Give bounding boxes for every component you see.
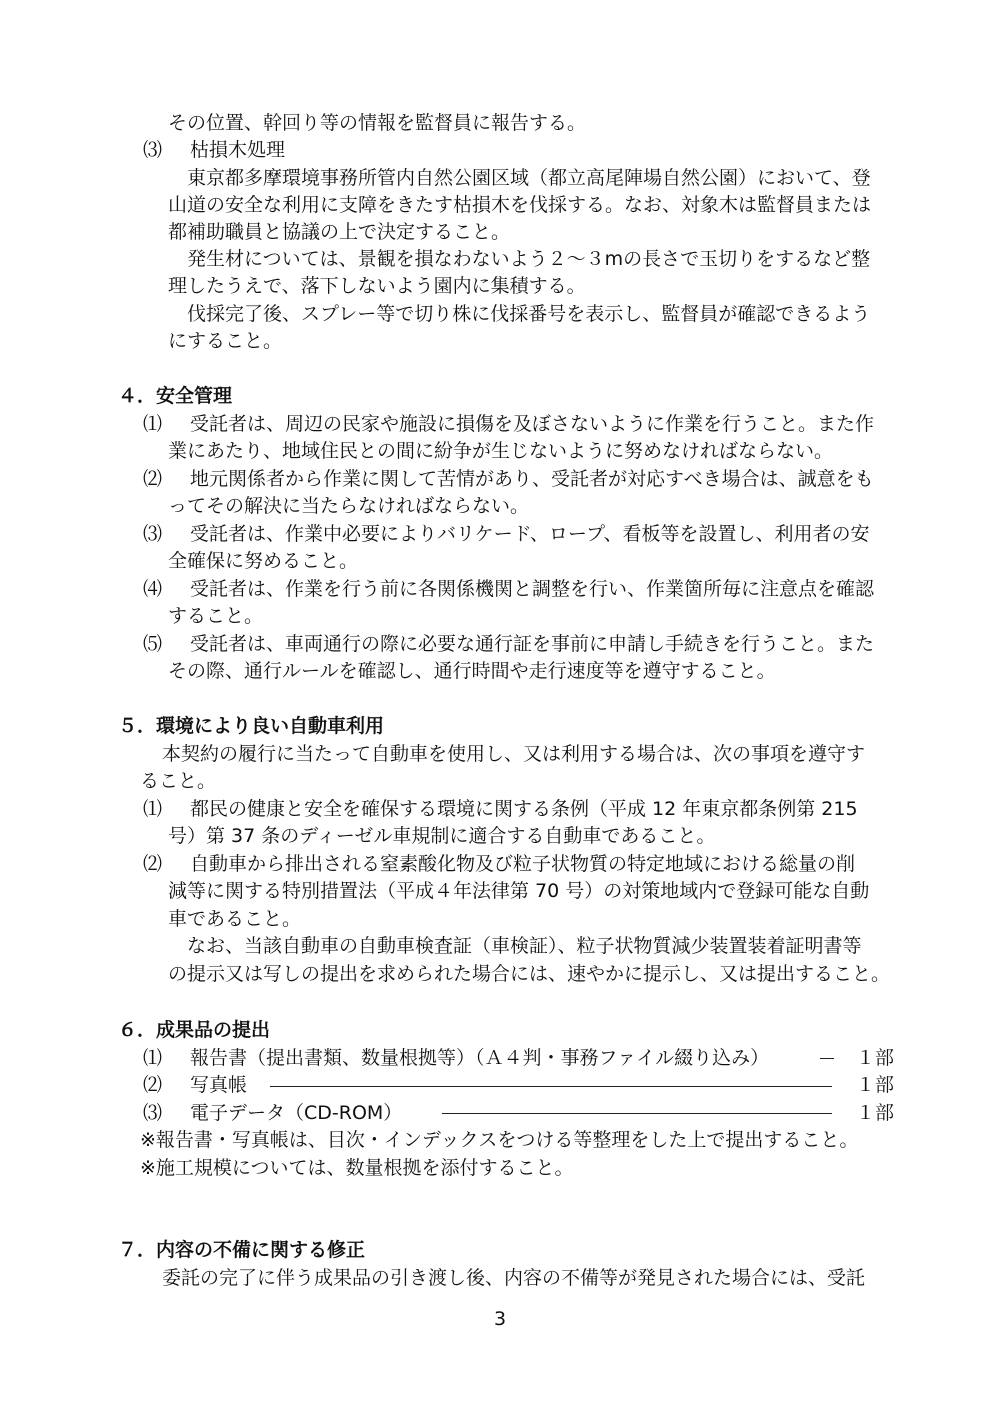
body-line: 本契約の履行に当たって自動車を使用し、又は利用する場合は、次の事項を遵守す	[162, 743, 866, 765]
body-line: 発生材については、景観を損なわないよう２～３mの長さで玉切りをするなど整	[168, 248, 871, 270]
item-number: ⑵	[143, 1074, 163, 1096]
note-line: ※施工規模については、数量根拠を添付すること。	[140, 1157, 574, 1179]
body-line: 委託の完了に伴う成果品の引き渡し後、内容の不備等が発見された場合には、受託	[162, 1267, 866, 1289]
body-line: 山道の安全な利用に支障をきたす枯損木を伐採する。なお、対象木は監督員または	[168, 194, 872, 216]
body-line: 車であること。	[168, 908, 302, 930]
deliverable-qty: １部	[856, 1102, 895, 1124]
deliverable-qty: １部	[856, 1047, 895, 1069]
deliverable-label: 報告書（提出書類、数量根拠等）（Ａ４判・事務ファイル綴り込み）	[190, 1047, 770, 1069]
body-line: 理したうえで、落下しないよう園内に集積する。	[168, 275, 586, 297]
leader-line	[820, 1058, 834, 1059]
item-number: ⑶	[143, 523, 163, 545]
body-line: 全確保に努めること。	[168, 550, 359, 572]
body-line: その位置、幹回り等の情報を監督員に報告する。	[168, 112, 587, 134]
body-line: 都補助職員と協議の上で決定すること。	[168, 221, 511, 243]
item-number: ⑴	[143, 798, 163, 820]
item-number: ⑴	[143, 1047, 163, 1069]
deliverable-qty: １部	[856, 1074, 895, 1096]
deliverable-label: 電子データ（CD-ROM）	[190, 1102, 403, 1124]
item-number: ⑸	[143, 633, 163, 655]
item-number: ⑶	[143, 1102, 163, 1124]
item-number: ⑵	[143, 468, 163, 490]
body-line: 受託者は、周辺の民家や施設に損傷を及ぼさないように作業を行うこと。また作	[190, 413, 875, 435]
body-line: 業にあたり、地域住民との間に紛争が生じないように努めなければならない。	[168, 440, 834, 462]
section-heading-corrections: ７．内容の不備に関する修正	[118, 1239, 366, 1261]
section-heading-safety: ４．安全管理	[118, 385, 233, 407]
body-line: 自動車から排出される窒素酸化物及び粒子状物質の特定地域における総量の削	[190, 853, 856, 875]
body-line: ること。	[140, 770, 217, 792]
note-line: ※報告書・写真帳は、目次・インデックスをつける等整理をした上で提出すること。	[140, 1129, 859, 1151]
body-line: 受託者は、作業中必要によりバリケード、ロープ、看板等を設置し、利用者の安	[190, 523, 870, 545]
item-number: ⑴	[143, 413, 163, 435]
body-line: 受託者は、作業を行う前に各関係機関と調整を行い、作業箇所毎に注意点を確認	[190, 578, 875, 600]
body-line: の提示又は写しの提出を求められた場合には、速やかに提示し、又は提出すること。	[168, 963, 891, 985]
body-line: にすること。	[168, 330, 283, 352]
body-line: 地元関係者から作業に関して苦情があり、受託者が対応すべき場合は、誠意をも	[190, 468, 874, 490]
item-number: ⑶	[143, 139, 163, 161]
item-number: ⑵	[143, 853, 163, 875]
item-number: ⑷	[143, 578, 163, 600]
body-line: ってその解決に当たらなければならない。	[168, 495, 530, 517]
body-line: なお、当該自動車の自動車検査証（車検証）、粒子状物質減少装置装着証明書等	[168, 935, 862, 957]
body-line: すること。	[168, 605, 264, 627]
deliverable-label: 写真帳	[190, 1074, 248, 1096]
body-line: 東京都多摩環境事務所管内自然公園区域（都立高尾陣場自然公園）において、登	[168, 167, 871, 189]
section-heading-vehicles: ５．環境により良い自動車利用	[118, 715, 385, 737]
body-line: 受託者は、車両通行の際に必要な通行証を事前に申請し手続きを行うこと。また	[190, 633, 875, 655]
item-title: 枯損木処理	[190, 139, 286, 161]
body-line: その際、通行ルールを確認し、通行時間や走行速度等を遵守すること。	[168, 660, 776, 682]
body-line: 都民の健康と安全を確保する環境に関する条例（平成 12 年東京都条例第 215	[190, 798, 858, 820]
body-line: 伐採完了後、スプレー等で切り株に伐採番号を表示し、監督員が確認できるよう	[168, 303, 871, 325]
body-line: 号）第 37 条のディーゼル車規制に適合する自動車であること。	[168, 825, 716, 847]
body-line: 減等に関する特別措置法（平成４年法律第 70 号）の対策地域内で登録可能な自動	[168, 880, 870, 902]
section-heading-deliverables: ６．成果品の提出	[118, 1019, 271, 1041]
leader-line	[442, 1113, 832, 1114]
leader-line	[270, 1086, 832, 1087]
page-number: 3	[493, 1308, 507, 1330]
